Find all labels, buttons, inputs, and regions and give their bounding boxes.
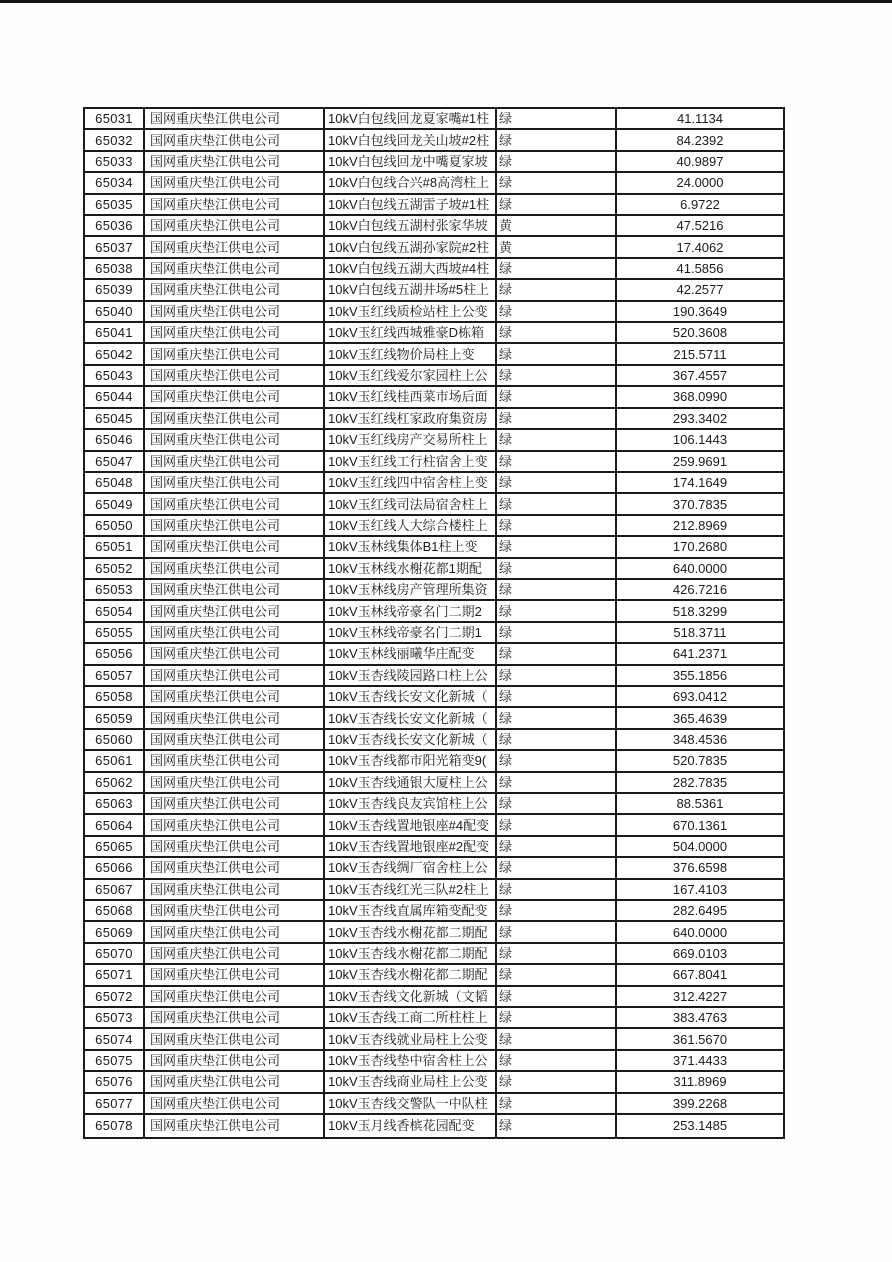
value-cell[interactable]: 41.5856: [676, 261, 724, 277]
table-row[interactable]: [85, 580, 783, 601]
value-cell[interactable]: 282.6495: [672, 903, 728, 919]
status-cell[interactable]: 绿: [497, 837, 617, 856]
company-cell[interactable]: 国网重庆垫江供电公司: [145, 794, 325, 813]
company-cell[interactable]: 国网重庆垫江供电公司: [145, 259, 325, 278]
line-name-cell[interactable]: 10kV玉杏线交警队一中队柱: [325, 1094, 497, 1113]
table-row[interactable]: [85, 880, 783, 901]
status-cell[interactable]: 绿: [497, 623, 617, 642]
table-row[interactable]: [85, 1008, 783, 1029]
company-cell[interactable]: 国网重庆垫江供电公司: [145, 730, 325, 749]
value-cell[interactable]: 170.2680: [672, 539, 728, 555]
table-row[interactable]: [85, 280, 783, 301]
line-name-cell[interactable]: 10kV玉杏线工商二所柱柱上: [325, 1008, 497, 1027]
status-cell[interactable]: 绿: [497, 452, 617, 471]
table-row[interactable]: [85, 559, 783, 580]
row-id-cell[interactable]: 65050: [85, 516, 145, 535]
company-cell[interactable]: 国网重庆垫江供电公司: [145, 323, 325, 342]
status-cell[interactable]: 绿: [497, 880, 617, 899]
company-cell[interactable]: 国网重庆垫江供电公司: [145, 922, 325, 941]
row-id-cell[interactable]: 65049: [85, 494, 145, 513]
line-name-cell[interactable]: 10kV玉杏线陵园路口柱上公: [325, 666, 497, 685]
company-cell[interactable]: 国网重庆垫江供电公司: [145, 452, 325, 471]
table-row[interactable]: [85, 452, 783, 473]
status-cell[interactable]: 绿: [497, 130, 617, 149]
line-name-cell[interactable]: 10kV白包线回龙关山坡#2柱: [325, 130, 497, 149]
line-name-cell[interactable]: 10kV玉杏线就业局柱上公变: [325, 1029, 497, 1048]
value-cell[interactable]: 518.3299: [672, 603, 728, 619]
value-cell[interactable]: 670.1361: [672, 817, 728, 833]
row-id-cell[interactable]: 65033: [85, 152, 145, 171]
line-name-cell[interactable]: 10kV玉杏线直属库箱变配变: [325, 901, 497, 920]
company-cell[interactable]: 国网重庆垫江供电公司: [145, 1008, 325, 1027]
row-id-cell[interactable]: 65071: [85, 965, 145, 984]
status-cell[interactable]: 绿: [497, 302, 617, 321]
table-row[interactable]: [85, 216, 783, 237]
company-cell[interactable]: 国网重庆垫江供电公司: [145, 494, 325, 513]
status-cell[interactable]: 绿: [497, 601, 617, 620]
table-row[interactable]: [85, 344, 783, 365]
value-cell[interactable]: 365.4639: [672, 710, 728, 726]
table-row[interactable]: [85, 430, 783, 451]
line-name-cell[interactable]: 10kV玉林线水榭花都1期配: [325, 559, 497, 578]
status-cell[interactable]: 绿: [497, 323, 617, 342]
line-name-cell[interactable]: 10kV玉杏线置地银座#4配变: [325, 815, 497, 834]
status-cell[interactable]: 绿: [497, 430, 617, 449]
table-row[interactable]: [85, 130, 783, 151]
row-id-cell[interactable]: 65040: [85, 302, 145, 321]
row-id-cell[interactable]: 65068: [85, 901, 145, 920]
table-row[interactable]: [85, 302, 783, 323]
status-cell[interactable]: 绿: [497, 1051, 617, 1070]
row-id-cell[interactable]: 65042: [85, 344, 145, 363]
row-id-cell[interactable]: 65036: [85, 216, 145, 235]
status-cell[interactable]: 绿: [497, 109, 617, 128]
company-cell[interactable]: 国网重庆垫江供电公司: [145, 216, 325, 235]
value-cell[interactable]: 106.1443: [672, 432, 728, 448]
status-cell[interactable]: 绿: [497, 815, 617, 834]
table-row[interactable]: [85, 987, 783, 1008]
row-id-cell[interactable]: 65053: [85, 580, 145, 599]
company-cell[interactable]: 国网重庆垫江供电公司: [145, 344, 325, 363]
value-cell[interactable]: 368.0990: [672, 389, 728, 405]
value-cell[interactable]: 293.3402: [672, 410, 728, 426]
status-cell[interactable]: 绿: [497, 944, 617, 963]
table-row[interactable]: [85, 323, 783, 344]
row-id-cell[interactable]: 65037: [85, 237, 145, 256]
status-cell[interactable]: 绿: [497, 387, 617, 406]
line-name-cell[interactable]: 10kV玉林线帝豪名门二期1: [325, 623, 497, 642]
company-cell[interactable]: 国网重庆垫江供电公司: [145, 473, 325, 492]
value-cell[interactable]: 84.2392: [676, 132, 724, 148]
line-name-cell[interactable]: 10kV白包线五湖孙家院#2柱: [325, 237, 497, 256]
line-name-cell[interactable]: 10kV白包线五湖雷子坡#1柱: [325, 195, 497, 214]
value-cell[interactable]: 518.3711: [673, 624, 727, 640]
value-cell[interactable]: 312.4227: [672, 988, 728, 1004]
status-cell[interactable]: 绿: [497, 708, 617, 727]
row-id-cell[interactable]: 65064: [85, 815, 145, 834]
status-cell[interactable]: 绿: [497, 1115, 617, 1136]
table-row[interactable]: [85, 623, 783, 644]
value-cell[interactable]: 212.8969: [672, 517, 728, 533]
company-cell[interactable]: 国网重庆垫江供电公司: [145, 837, 325, 856]
status-cell[interactable]: 绿: [497, 751, 617, 770]
value-cell[interactable]: 190.3649: [672, 303, 728, 319]
line-name-cell[interactable]: 10kV玉林线帝豪名门二期2: [325, 601, 497, 620]
row-id-cell[interactable]: 65070: [85, 944, 145, 963]
line-name-cell[interactable]: 10kV白包线合兴#8高湾柱上: [325, 173, 497, 192]
company-cell[interactable]: 国网重庆垫江供电公司: [145, 1115, 325, 1136]
table-row[interactable]: [85, 1115, 783, 1136]
company-cell[interactable]: 国网重庆垫江供电公司: [145, 708, 325, 727]
company-cell[interactable]: 国网重庆垫江供电公司: [145, 751, 325, 770]
table-row[interactable]: [85, 687, 783, 708]
company-cell[interactable]: 国网重庆垫江供电公司: [145, 237, 325, 256]
table-row[interactable]: [85, 473, 783, 494]
row-id-cell[interactable]: 65057: [85, 666, 145, 685]
value-cell[interactable]: 282.7835: [672, 774, 728, 790]
status-cell[interactable]: 黄: [497, 216, 617, 235]
table-row[interactable]: [85, 387, 783, 408]
company-cell[interactable]: 国网重庆垫江供电公司: [145, 173, 325, 192]
status-cell[interactable]: 绿: [497, 173, 617, 192]
status-cell[interactable]: 绿: [497, 987, 617, 1006]
row-id-cell[interactable]: 65054: [85, 601, 145, 620]
line-name-cell[interactable]: 10kV玉红线房产交易所柱上: [325, 430, 497, 449]
line-name-cell[interactable]: 10kV玉杏线通银大厦柱上公: [325, 773, 497, 792]
row-id-cell[interactable]: 65031: [85, 109, 145, 128]
table-row[interactable]: [85, 666, 783, 687]
status-cell[interactable]: 绿: [497, 644, 617, 663]
value-cell[interactable]: 520.7835: [672, 753, 728, 769]
table-row[interactable]: [85, 173, 783, 194]
status-cell[interactable]: 绿: [497, 280, 617, 299]
table-row[interactable]: [85, 730, 783, 751]
status-cell[interactable]: 绿: [497, 687, 617, 706]
row-id-cell[interactable]: 65047: [85, 452, 145, 471]
line-name-cell[interactable]: 10kV玉杏线长安文化新城（: [325, 730, 497, 749]
table-row[interactable]: [85, 644, 783, 665]
company-cell[interactable]: 国网重庆垫江供电公司: [145, 944, 325, 963]
status-cell[interactable]: 绿: [497, 366, 617, 385]
value-cell[interactable]: 17.4062: [676, 239, 724, 255]
company-cell[interactable]: 国网重庆垫江供电公司: [145, 130, 325, 149]
company-cell[interactable]: 国网重庆垫江供电公司: [145, 280, 325, 299]
value-cell[interactable]: 6.9722: [680, 196, 720, 212]
company-cell[interactable]: 国网重庆垫江供电公司: [145, 1072, 325, 1091]
table-row[interactable]: [85, 1094, 783, 1115]
table-row[interactable]: [85, 1051, 783, 1072]
company-cell[interactable]: 国网重庆垫江供电公司: [145, 601, 325, 620]
value-cell[interactable]: 640.0000: [672, 924, 728, 940]
value-cell[interactable]: 40.9897: [676, 154, 724, 170]
table-row[interactable]: [85, 1072, 783, 1093]
company-cell[interactable]: 国网重庆垫江供电公司: [145, 152, 325, 171]
table-row[interactable]: [85, 1029, 783, 1050]
status-cell[interactable]: 绿: [497, 730, 617, 749]
company-cell[interactable]: 国网重庆垫江供电公司: [145, 1094, 325, 1113]
line-name-cell[interactable]: 10kV玉杏线良友宾馆柱上公: [325, 794, 497, 813]
line-name-cell[interactable]: 10kV白包线回龙夏家嘴#1柱: [325, 109, 497, 128]
table-row[interactable]: [85, 152, 783, 173]
line-name-cell[interactable]: 10kV玉红线杠家政府集资房: [325, 409, 497, 428]
line-name-cell[interactable]: 10kV玉杏线商业局柱上公变: [325, 1072, 497, 1091]
line-name-cell[interactable]: 10kV玉红线人大综合楼柱上: [325, 516, 497, 535]
table-row[interactable]: [85, 494, 783, 515]
value-cell[interactable]: 311.8969: [673, 1074, 727, 1090]
table-row[interactable]: [85, 751, 783, 772]
table-row[interactable]: [85, 901, 783, 922]
company-cell[interactable]: 国网重庆垫江供电公司: [145, 623, 325, 642]
table-row[interactable]: [85, 708, 783, 729]
value-cell[interactable]: 376.6598: [672, 860, 728, 876]
table-row[interactable]: [85, 109, 783, 130]
table-row[interactable]: [85, 858, 783, 879]
company-cell[interactable]: 国网重庆垫江供电公司: [145, 901, 325, 920]
row-id-cell[interactable]: 65066: [85, 858, 145, 877]
company-cell[interactable]: 国网重庆垫江供电公司: [145, 687, 325, 706]
row-id-cell[interactable]: 65062: [85, 773, 145, 792]
line-name-cell[interactable]: 10kV玉杏线水榭花都二期配: [325, 965, 497, 984]
value-cell[interactable]: 640.0000: [672, 560, 728, 576]
company-cell[interactable]: 国网重庆垫江供电公司: [145, 1029, 325, 1048]
company-cell[interactable]: 国网重庆垫江供电公司: [145, 580, 325, 599]
status-cell[interactable]: 绿: [497, 965, 617, 984]
company-cell[interactable]: 国网重庆垫江供电公司: [145, 537, 325, 556]
status-cell[interactable]: 绿: [497, 152, 617, 171]
row-id-cell[interactable]: 65078: [85, 1115, 145, 1136]
value-cell[interactable]: 693.0412: [672, 689, 728, 705]
line-name-cell[interactable]: 10kV玉杏线红光三队#2柱上: [325, 880, 497, 899]
company-cell[interactable]: 国网重庆垫江供电公司: [145, 559, 325, 578]
line-name-cell[interactable]: 10kV玉红线工行柱宿舍上变: [325, 452, 497, 471]
table-row[interactable]: [85, 922, 783, 943]
status-cell[interactable]: 绿: [497, 901, 617, 920]
company-cell[interactable]: 国网重庆垫江供电公司: [145, 644, 325, 663]
row-id-cell[interactable]: 65039: [85, 280, 145, 299]
value-cell[interactable]: 370.7835: [672, 496, 728, 512]
company-cell[interactable]: 国网重庆垫江供电公司: [145, 666, 325, 685]
status-cell[interactable]: 绿: [497, 580, 617, 599]
line-name-cell[interactable]: 10kV玉杏线长安文化新城（: [325, 708, 497, 727]
row-id-cell[interactable]: 65063: [85, 794, 145, 813]
company-cell[interactable]: 国网重庆垫江供电公司: [145, 1051, 325, 1070]
table-row[interactable]: [85, 944, 783, 965]
value-cell[interactable]: 348.4536: [672, 731, 728, 747]
value-cell[interactable]: 215.5711: [673, 346, 727, 362]
value-cell[interactable]: 504.0000: [672, 839, 728, 855]
status-cell[interactable]: 绿: [497, 537, 617, 556]
row-id-cell[interactable]: 65074: [85, 1029, 145, 1048]
row-id-cell[interactable]: 65041: [85, 323, 145, 342]
value-cell[interactable]: 667.8041: [672, 967, 728, 983]
value-cell[interactable]: 42.2577: [676, 282, 724, 298]
table-row[interactable]: [85, 259, 783, 280]
value-cell[interactable]: 24.0000: [676, 175, 724, 191]
line-name-cell[interactable]: 10kV玉红线桂西菜市场后面: [325, 387, 497, 406]
value-cell[interactable]: 399.2268: [672, 1095, 728, 1111]
line-name-cell[interactable]: 10kV玉月线香槟花园配变: [325, 1115, 497, 1136]
row-id-cell[interactable]: 65056: [85, 644, 145, 663]
line-name-cell[interactable]: 10kV玉杏线长安文化新城（: [325, 687, 497, 706]
value-cell[interactable]: 367.4557: [672, 368, 728, 384]
row-id-cell[interactable]: 65073: [85, 1008, 145, 1027]
line-name-cell[interactable]: 10kV白包线五湖村张家华坡: [325, 216, 497, 235]
power-table-body: [85, 109, 783, 1137]
row-id-cell[interactable]: 65052: [85, 559, 145, 578]
row-id-cell[interactable]: 65055: [85, 623, 145, 642]
status-cell[interactable]: 绿: [497, 1072, 617, 1091]
company-cell[interactable]: 国网重庆垫江供电公司: [145, 516, 325, 535]
value-cell[interactable]: 253.1485: [672, 1118, 728, 1134]
status-cell[interactable]: 绿: [497, 409, 617, 428]
status-cell[interactable]: 绿: [497, 516, 617, 535]
company-cell[interactable]: 国网重庆垫江供电公司: [145, 409, 325, 428]
company-cell[interactable]: 国网重庆垫江供电公司: [145, 387, 325, 406]
value-cell[interactable]: 88.5361: [676, 796, 724, 812]
company-cell[interactable]: 国网重庆垫江供电公司: [145, 773, 325, 792]
status-cell[interactable]: 绿: [497, 259, 617, 278]
power-supply-table: [83, 107, 785, 1139]
table-row[interactable]: [85, 794, 783, 815]
row-id-cell[interactable]: 65043: [85, 366, 145, 385]
table-row[interactable]: [85, 366, 783, 387]
line-name-cell[interactable]: 10kV玉杏线垫中宿舍柱上公: [325, 1051, 497, 1070]
page-top-rule: [0, 0, 892, 3]
value-cell[interactable]: 641.2371: [672, 646, 728, 662]
row-id-cell[interactable]: 65067: [85, 880, 145, 899]
line-name-cell[interactable]: 10kV玉杏线文化新城（文韬: [325, 987, 497, 1006]
line-name-cell[interactable]: 10kV玉林线房产管理所集资: [325, 580, 497, 599]
table-row[interactable]: [85, 537, 783, 558]
line-name-cell[interactable]: 10kV玉林线丽曦华庄配变: [325, 644, 497, 663]
status-cell[interactable]: 绿: [497, 1008, 617, 1027]
row-id-cell[interactable]: 65060: [85, 730, 145, 749]
row-id-cell[interactable]: 65072: [85, 987, 145, 1006]
company-cell[interactable]: 国网重庆垫江供电公司: [145, 109, 325, 128]
line-name-cell[interactable]: 10kV白包线回龙中嘴夏家坡: [325, 152, 497, 171]
value-cell[interactable]: 355.1856: [672, 667, 728, 683]
table-row[interactable]: [85, 516, 783, 537]
status-cell[interactable]: 绿: [497, 494, 617, 513]
value-cell[interactable]: 174.1649: [672, 475, 728, 491]
row-id-cell[interactable]: 65032: [85, 130, 145, 149]
line-name-cell[interactable]: 10kV玉红线司法局宿舍柱上: [325, 494, 497, 513]
company-cell[interactable]: 国网重庆垫江供电公司: [145, 195, 325, 214]
status-cell[interactable]: 绿: [497, 1094, 617, 1113]
row-id-cell[interactable]: 65038: [85, 259, 145, 278]
table-row[interactable]: [85, 965, 783, 986]
value-cell[interactable]: 259.9691: [672, 453, 728, 469]
row-id-cell[interactable]: 65069: [85, 922, 145, 941]
value-cell[interactable]: 371.4433: [672, 1053, 728, 1069]
line-name-cell[interactable]: 10kV玉杏线置地银座#2配变: [325, 837, 497, 856]
line-name-cell[interactable]: 10kV玉红线西城雅豪D栋箱: [325, 323, 497, 342]
status-cell[interactable]: 绿: [497, 858, 617, 877]
company-cell[interactable]: 国网重庆垫江供电公司: [145, 858, 325, 877]
row-id-cell[interactable]: 65059: [85, 708, 145, 727]
line-name-cell[interactable]: 10kV白包线五湖井场#5柱上: [325, 280, 497, 299]
row-id-cell[interactable]: 65045: [85, 409, 145, 428]
table-row[interactable]: [85, 409, 783, 430]
company-cell[interactable]: 国网重庆垫江供电公司: [145, 965, 325, 984]
row-id-cell[interactable]: 65048: [85, 473, 145, 492]
value-cell[interactable]: 167.4103: [672, 881, 728, 897]
company-cell[interactable]: 国网重庆垫江供电公司: [145, 987, 325, 1006]
row-id-cell[interactable]: 65044: [85, 387, 145, 406]
value-cell[interactable]: 520.3608: [672, 325, 728, 341]
company-cell[interactable]: 国网重庆垫江供电公司: [145, 302, 325, 321]
status-cell[interactable]: 绿: [497, 344, 617, 363]
status-cell[interactable]: 绿: [497, 195, 617, 214]
line-name-cell[interactable]: 10kV玉红线质检站柱上公变: [325, 302, 497, 321]
row-id-cell[interactable]: 65034: [85, 173, 145, 192]
value-cell[interactable]: 361.5670: [672, 1031, 728, 1047]
status-cell[interactable]: 绿: [497, 773, 617, 792]
table-row[interactable]: [85, 195, 783, 216]
value-cell[interactable]: 383.4763: [672, 1010, 728, 1026]
company-cell[interactable]: 国网重庆垫江供电公司: [145, 880, 325, 899]
table-row[interactable]: [85, 601, 783, 622]
row-id-cell[interactable]: 65051: [85, 537, 145, 556]
row-id-cell[interactable]: 65077: [85, 1094, 145, 1113]
row-id-cell[interactable]: 65065: [85, 837, 145, 856]
line-name-cell[interactable]: 10kV玉红线爱尔家园柱上公: [325, 366, 497, 385]
status-cell[interactable]: 绿: [497, 1029, 617, 1048]
line-name-cell[interactable]: 10kV玉红线物价局柱上变: [325, 344, 497, 363]
row-id-cell[interactable]: 65076: [85, 1072, 145, 1091]
line-name-cell[interactable]: 10kV玉红线四中宿舍柱上变: [325, 473, 497, 492]
value-cell[interactable]: 41.1134: [676, 111, 724, 127]
line-name-cell[interactable]: 10kV白包线五湖大西坡#4柱: [325, 259, 497, 278]
status-cell[interactable]: 绿: [497, 473, 617, 492]
status-cell[interactable]: 绿: [497, 922, 617, 941]
value-cell[interactable]: 47.5216: [676, 218, 724, 234]
row-id-cell[interactable]: 65061: [85, 751, 145, 770]
company-cell[interactable]: 国网重庆垫江供电公司: [145, 815, 325, 834]
line-name-cell[interactable]: 10kV玉杏线水榭花都二期配: [325, 922, 497, 941]
status-cell[interactable]: 黄: [497, 237, 617, 256]
company-cell[interactable]: 国网重庆垫江供电公司: [145, 430, 325, 449]
value-cell[interactable]: 669.0103: [672, 946, 728, 962]
line-name-cell[interactable]: 10kV玉杏线都市阳光箱变9(: [325, 751, 497, 770]
row-id-cell[interactable]: 65046: [85, 430, 145, 449]
status-cell[interactable]: 绿: [497, 559, 617, 578]
line-name-cell[interactable]: 10kV玉杏线绸厂宿舍柱上公: [325, 858, 497, 877]
row-id-cell[interactable]: 65035: [85, 195, 145, 214]
table-row[interactable]: [85, 237, 783, 258]
status-cell[interactable]: 绿: [497, 666, 617, 685]
row-id-cell[interactable]: 65075: [85, 1051, 145, 1070]
company-cell[interactable]: 国网重庆垫江供电公司: [145, 366, 325, 385]
status-cell[interactable]: 绿: [497, 794, 617, 813]
table-row[interactable]: [85, 773, 783, 794]
row-id-cell[interactable]: 65058: [85, 687, 145, 706]
table-row[interactable]: [85, 815, 783, 836]
line-name-cell[interactable]: 10kV玉林线集体B1柱上变: [325, 537, 497, 556]
value-cell[interactable]: 426.7216: [672, 582, 728, 598]
table-row[interactable]: [85, 837, 783, 858]
line-name-cell[interactable]: 10kV玉杏线水榭花都二期配: [325, 944, 497, 963]
